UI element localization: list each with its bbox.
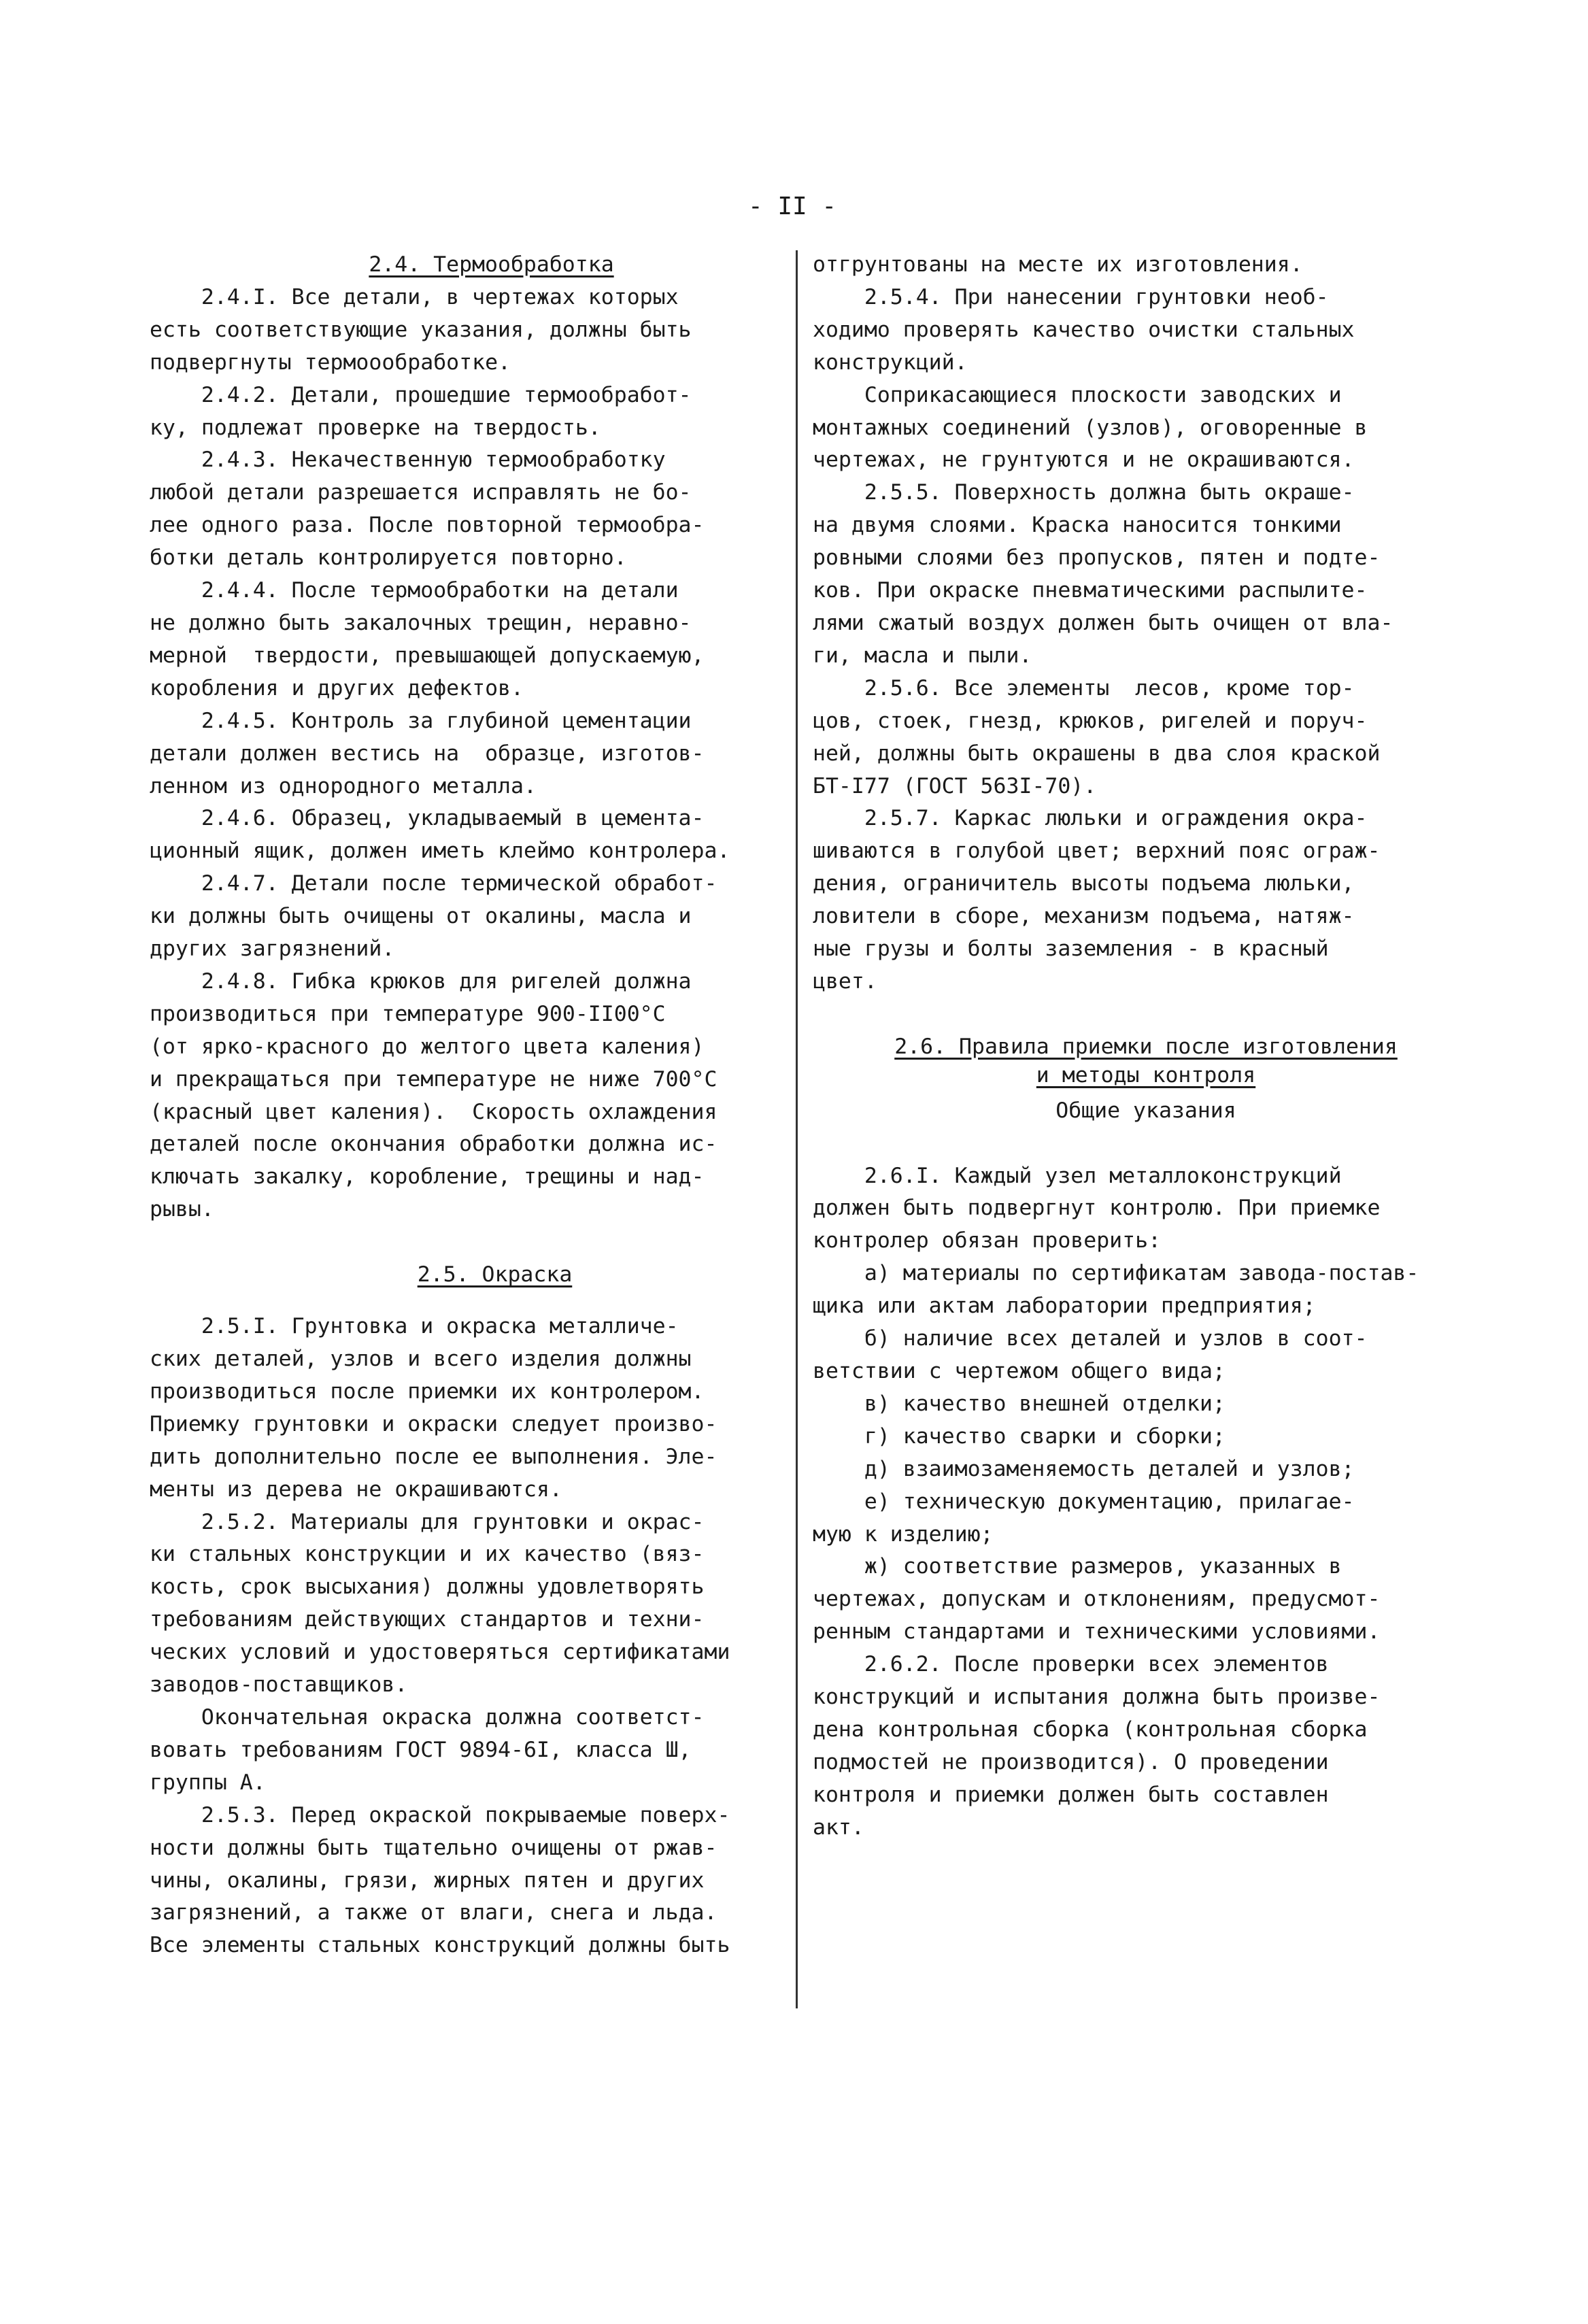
text-line: 2.4.8. Гибка крюков для ригелей должна [150,969,692,994]
text-line: г) качество сварки и сборки; [813,1424,1226,1449]
text-line: контролер обязан проверить: [813,1228,1162,1253]
text-line: ков. При окраске пневматическими распылите- [813,578,1368,603]
text-line: ских деталей, узлов и всего изделия должны [150,1347,692,1371]
text-line: 2.5.7. Каркас люльки и ограждения окра- [813,806,1368,831]
text-line: конструкций. [813,350,968,375]
text-line: 2.5.I. Грунтовка и окраска металличе- [150,1314,679,1339]
text-line: 2.5.4. При нанесении грунтовки необ- [813,284,1329,309]
text-line: 2.4.I. Все детали, в чертежах которых [150,284,679,309]
text-line: и прекращаться при температуре не ниже 700°C [150,1066,717,1092]
text-line: подмостей не производится). О проведении [813,1749,1329,1774]
text-line: 2.4.5. Контроль за глубиной цементации [150,708,692,733]
section-2-5-heading: 2.5. Окраска [417,1262,573,1287]
text-line: ки должны быть очищены от окалины, масла и [150,904,692,929]
page-number: - II - [747,192,837,220]
text-line: ционный ящик, должен иметь клеймо контролера. [150,839,730,864]
text-line: 2.4.2. Детали, прошедшие термообработ- [150,382,692,407]
text-line: любой детали разрешается исправлять не бо- [150,480,692,505]
text-line: 2.6.I. Каждый узел металлоконструкций [813,1163,1342,1188]
text-line: монтажных соединений (узлов), оговоренные в [813,415,1368,440]
text-line: дить дополнительно после ее выполнения. Эле- [150,1444,717,1469]
text-line: подвергнуты термоообработке. [150,350,511,375]
text-line: отгрунтованы на месте их изготовления. [813,252,1303,277]
text-line: Приемку грунтовки и окраски следует произво- [150,1411,717,1436]
text-line: конструкций и испытания должна быть произве- [813,1685,1381,1710]
text-line: Все элементы стальных конструкций должны быть [150,1933,730,1958]
section-2-6-subheading: Общие указания [1055,1098,1236,1123]
text-line: лее одного раза. После повторной термообра- [150,513,705,538]
text-line: е) техническую документацию, прилагае- [813,1489,1355,1514]
text-line: дена контрольная сборка (контрольная сборка [813,1717,1368,1742]
text-line: в) качество внешней отделки; [813,1391,1226,1416]
text-line: деталей после окончания обработки должна ис- [150,1132,717,1157]
text-line: заводов-поставщиков. [150,1672,408,1698]
text-line: ческих условий и удостоверяться сертификатами [150,1640,730,1665]
text-line: Соприкасающиеся плоскости заводских и [813,382,1342,407]
text-line: акт. [813,1815,864,1840]
text-line: ности должны быть тщательно очищены от ржав- [150,1835,717,1860]
left-column [150,249,779,1962]
column-divider [796,250,798,2008]
text-line: 2.4.7. Детали после термической обработ- [150,871,717,896]
text-line: а) материалы по сертификатам завода-постав- [813,1261,1419,1286]
section-2-4-body [150,282,779,1226]
text-line: ней, должны быть окрашены в два слоя краской [813,741,1381,766]
text-line: коробления и других дефектов. [150,675,524,701]
section-2-6-heading-line2: и методы контроля [1036,1062,1256,1088]
section-2-5-body [150,1311,779,1962]
text-line: менты из дерева не окрашиваются. [150,1477,562,1502]
text-line: 2.5.6. Все элементы лесов, кроме тор- [813,675,1355,701]
section-2-6-body [813,1160,1479,1845]
text-line: ку, подлежат проверке на твердость. [150,415,601,440]
text-line: требованиям действующих стандартов и техни- [150,1607,705,1632]
text-line: чертежах, допускам и отклонениям, предусмот- [813,1587,1381,1612]
text-line: мерной твердости, превышающей допускаемую, [150,643,705,668]
text-line: ботки деталь контролируется повторно. [150,545,627,571]
text-line: БТ-I77 (ГОСТ 563I-70). [813,773,1097,798]
text-line: ленном из однородного металла. [150,773,537,798]
text-line: дения, ограничитель высоты подъема люльки, [813,871,1355,896]
text-line: чины, окалины, грязи, жирных пятен и других [150,1868,705,1893]
text-line: ловители в сборе, механизм подъема, натяж- [813,904,1355,929]
text-line: ж) соответствие размеров, указанных в [813,1554,1342,1579]
text-line: ровными слоями без пропусков, пятен и подте- [813,545,1381,571]
text-line: других загрязнений. [150,937,395,962]
text-line: 2.6.2. После проверки всех элементов [813,1652,1329,1677]
text-line: д) взаимозаменяемость деталей и узлов; [813,1456,1355,1481]
text-line: мую к изделию; [813,1521,994,1547]
text-line: цов, стоек, гнезд, крюков, ригелей и поруч- [813,708,1368,733]
text-line: на двумя слоями. Краска наносится тонкими [813,513,1342,538]
text-line: 2.5.2. Материалы для грунтовки и окрас- [150,1509,705,1534]
text-line: ги, масла и пыли. [813,643,1032,668]
text-line: 2.5.3. Перед окраской покрываемые поверх- [150,1802,730,1828]
text-line: группы А. [150,1770,266,1795]
text-line: детали должен вестись на образце, изготов- [150,741,705,766]
text-line: кость, срок высыхания) должны удовлетворять [150,1574,705,1600]
text-line: загрязнений, а также от влаги, снега и льда. [150,1900,717,1925]
text-line: ключать закалку, коробление, трещины и над- [150,1164,705,1190]
text-line: 2.4.4. После термообработки на детали [150,578,679,603]
section-2-6-heading: 2.6. Правила приемки после изготовления [894,1034,1398,1059]
text-line: цвет. [813,969,877,994]
text-line: производиться при температуре 900-II00°C [150,1001,666,1026]
text-line: рывы. [150,1197,214,1222]
text-line: 2.4.3. Некачественную термообработку [150,448,666,473]
text-line: должен быть подвергнут контролю. При приемке [813,1196,1381,1221]
text-line: 2.5.5. Поверхность должна быть окраше- [813,480,1355,505]
text-line: лями сжатый воздух должен быть очищен от вла- [813,610,1393,635]
text-line: ные грузы и болты заземления - в красный [813,937,1329,962]
text-line: вовать требованиям ГОСТ 9894-6I, класса Ш, [150,1737,692,1762]
text-line: Окончательная окраска должна соответст- [150,1704,705,1730]
text-line: шиваются в голубой цвет; верхний пояс ограж- [813,839,1381,864]
text-line: не должно быть закалочных трещин, неравно- [150,610,692,635]
text-line: производиться после приемки их контролером. [150,1379,705,1404]
text-line: ренным стандартами и техническими условиями. [813,1619,1381,1645]
section-2-5-continued [813,249,1479,998]
text-line: щика или актам лаборатории предприятия; [813,1294,1316,1319]
text-line: чертежах, не грунтуются и не окрашиваются. [813,448,1355,473]
section-2-4-heading: 2.4. Термообработка [369,252,614,277]
text-line: 2.4.6. Образец, укладываемый в цемента- [150,806,705,831]
text-line: есть соответствующие указания, должны быть [150,317,692,342]
text-line: ветствии с чертежом общего вида; [813,1359,1226,1383]
right-column [813,249,1479,1845]
text-line: ходимо проверять качество очистки стальных [813,317,1355,342]
text-line: (красный цвет каления). Скорость охлаждения [150,1099,717,1124]
text-line: (от ярко-красного до желтого цвета каления) [150,1034,705,1059]
text-line: б) наличие всех деталей и узлов в соот- [813,1326,1368,1351]
text-line: контроля и приемки должен быть составлен [813,1782,1329,1807]
text-line: ки стальных конструкции и их качество (вяз- [150,1542,705,1567]
